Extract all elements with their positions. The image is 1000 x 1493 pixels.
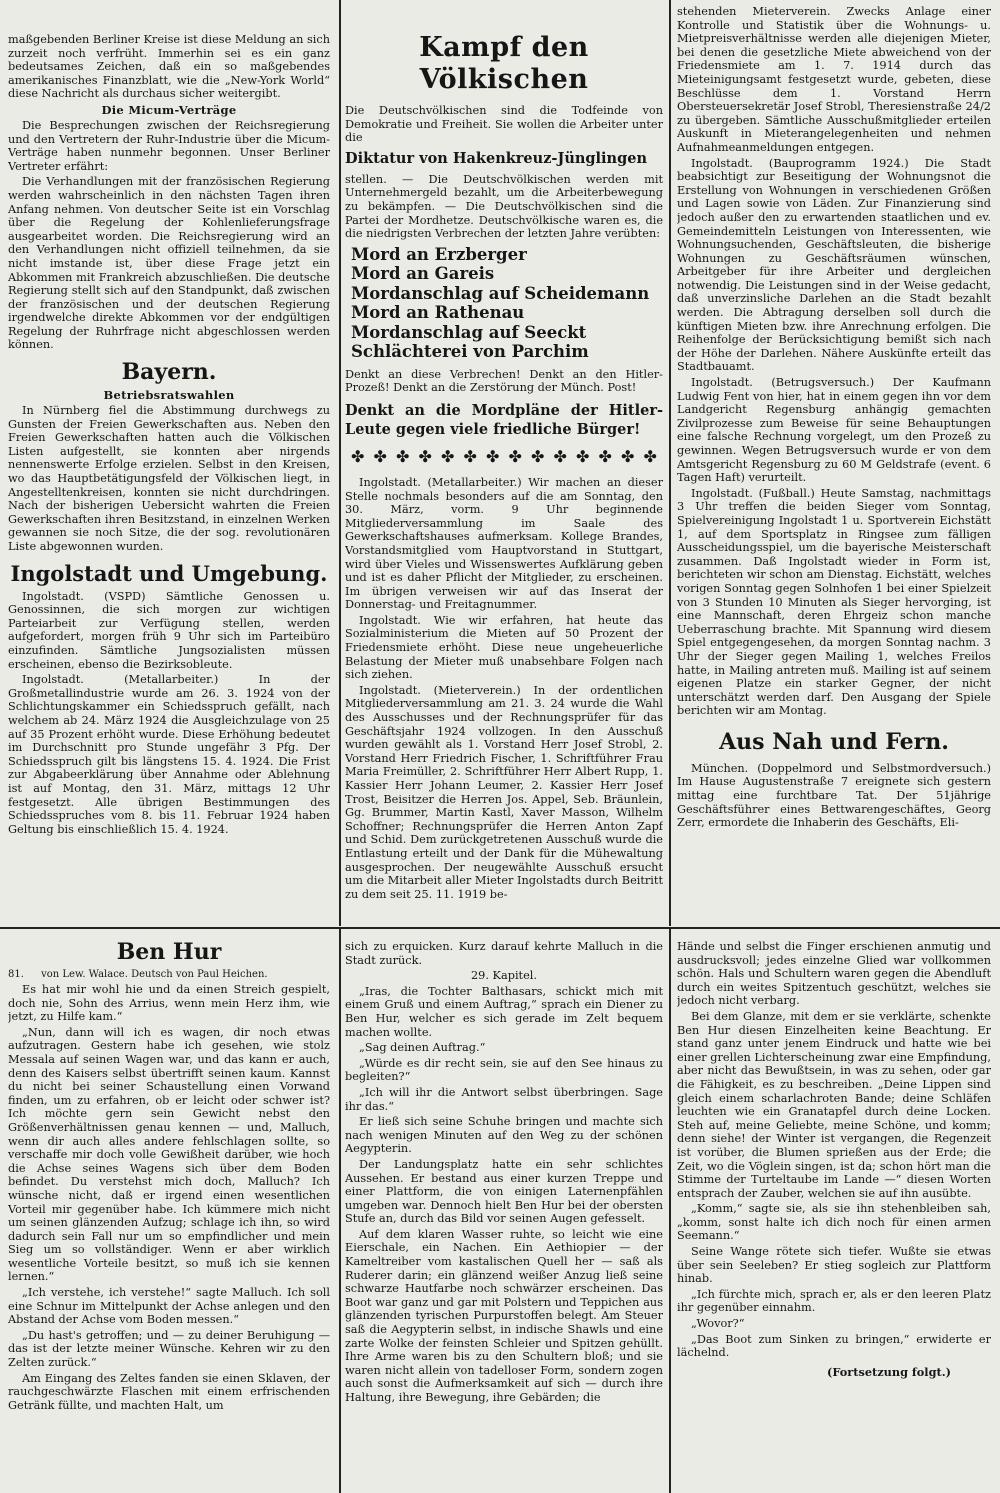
story-paragraph: „Iras, die Tochter Balthasars, schickt mich mit einem Gruß und einem Auftrag,“ sprach ein Diener zu Ben Hur, welcher es sich gerade im Zelt bequem machen wollte. xyxy=(345,984,663,1039)
story-paragraph: Er ließ sich seine Schuhe bringen und machte sich nach wenigen Minuten auf den Weg zu der schönen Aegypterin. xyxy=(345,1115,663,1156)
article-paragraph: stellen. — Die Deutschvölkischen werden mit Unternehmergeld bezahlt, um die Arbeiterbewegung zu bekämpfen. — Die Deutschvölkischen sind die Partei der Mordhetze. Deutschvölkische waren es, die die niedrigsten Verbrechen der letzten Jahre verübten: xyxy=(345,172,663,241)
story-paragraph: Seine Wange rötete sich tiefer. Wußte sie etwas über sein Seeleben? Er stieg sogleich zur Plattform hinab. xyxy=(677,1245,991,1286)
article-paragraph: Ingolstadt. Wie wir erfahren, hat heute das Sozialministerium die Mieten auf 50 Prozent der Friedensmiete erhöht. Diese neue ungeheuerliche Belastung der Mieter muß unabsehbare Folgen nach sich ziehen. xyxy=(345,613,663,682)
column-rule-1 xyxy=(339,0,341,926)
story-paragraph: „Wovor?“ xyxy=(691,1317,745,1331)
ornament-glyph: ✤ xyxy=(621,446,635,466)
feuilleton-rule xyxy=(0,927,1000,929)
ornament-glyph: ✤ xyxy=(418,446,432,466)
article-paragraph: maßgebenden Berliner Kreise ist diese Meldung an sich zurzeit noch verfrüht. Immerhin sei es ein ganz bedeutsames Zeichen, daß ein so maßgebendes amerikanisches Finanzblatt, wie die „New-York World“ diese Nachricht als durchaus sicher weitergibt. xyxy=(8,33,330,101)
section-heading-ingolstadt: Ingolstadt und Umgebung. xyxy=(10,560,328,586)
murder-item: Mordanschlag auf Seeckt xyxy=(351,322,587,342)
murder-item: Mord an Erzberger xyxy=(351,244,527,264)
story-paragraph: „Das Boot zum Sinken zu bringen,“ erwiderte er lächelnd. xyxy=(677,1332,991,1360)
story-paragraph: „Ich verstehe, ich verstehe!“ sagte Malluch. Ich soll eine Schnur im Mittelpunkt der Achse anlegen und den Abstand der Achse vom Boden messen.“ xyxy=(8,1286,330,1327)
column-rule-3 xyxy=(339,929,341,1493)
story-paragraph: Hände und selbst die Finger erschienen anmutig und ausdrucksvoll; jedes einzelne Glied war vollkommen schön. Hals und Schultern waren gegen die Abendluft durch ein weites Spitzentuch geschützt, welches sie jedoch nicht verbarg. xyxy=(677,940,991,1008)
headline-kampf: Kampf den Völkischen xyxy=(419,32,589,95)
murder-list xyxy=(351,245,663,362)
article-paragraph: Ingolstadt. (VSPD) Sämtliche Genossen u. Genossinnen, die sich morgen zur wichtigen Parteiarbeit zur Verfügung stellen, werden aufgefordert, morgen früh 9 Uhr sich im Parteibüro einzufinden. Sämtliche Jungsozialisten müssen erscheinen, ebenso die Bezirksobleute. xyxy=(8,589,330,671)
story-paragraph: „Ich will ihr die Antwort selbst überbringen. Sage ihr das.“ xyxy=(345,1085,663,1113)
article-paragraph: Ingolstadt. (Bauprogramm 1924.) Die Stadt beabsichtigt zur Beseitigung der Wohnungsnot die Erstellung von Wohnungen in verschiedenen Größen und Lagen sowie von Läden. Zur Finanzierung sind jedoch außer den zu erwartenden staatlichen und ev. Gemeindemitteln Leistungen von Interessenten, wie Wohnungsuchenden, Geschäftsleuten, die bisherige Wohnungen zu Geschäftsräumen wünschen, Arbeitgeber für ihre Arbeiter und dergleichen notwendig. Die Leistungen sind in der Weise gedacht, daß unverzinsliche Darlehen an die Stadt bezahlt werden. Die Abtragung derselben soll durch die künftigen Mieten bzw. ihre Anrechnung erfolgen. Die Reihenfolge der Berücksichtigung bemißt sich nach der Höhe der Darlehen. Nähere Auskünfte erteilt das Stadtbauamt. xyxy=(677,156,991,374)
column-right xyxy=(677,5,991,923)
serial-title: Ben Hur xyxy=(116,939,222,965)
serial-author: von Lew. Walace. Deutsch von Paul Heichen. xyxy=(41,969,268,980)
ornament-glyph: ✤ xyxy=(373,446,387,466)
ornament-glyph: ✤ xyxy=(553,446,567,466)
murder-item: Mord an Rathenau xyxy=(351,303,525,323)
article-paragraph: München. (Doppelmord und Selbstmordversuch.) Im Hause Augustenstraße 7 ereignete sich gestern mittag eine furchtbare Tat. Der 51jährige Geschäftsführer eines Bettwarengeschäftes, Georg Zerr, ermordete die Inhaberin des Geschäfts, Eli- xyxy=(677,761,991,830)
article-paragraph: Die Verhandlungen mit der französischen Regierung werden wahrscheinlich in den nächsten Tagen ihren Anfang nehmen. Von deutscher Seite ist ein Vorschlag über die Regelung der Kohlenlieferungsfrage ausgearbeitet worden. Die Reichsregierung wird an den Verhandlungen nicht offiziell teilnehmen, da sie nicht imstande ist, über diese Frage jetzt ein Abkommen mit Frankreich abzuschließen. Die deutsche Regierung stellt sich auf den Standpunkt, daß zwischen der französischen und der deutschen Regierung irgendwelche direkte Abkommen vor der endgültigen Regelung der Ruhrfrage nicht abgeschlossen werden können. xyxy=(8,175,330,352)
column-left xyxy=(8,33,330,923)
story-paragraph: „Sag deinen Auftrag.“ xyxy=(359,1041,486,1055)
benhur-column-2 xyxy=(345,940,663,1488)
ornament-glyph: ✤ xyxy=(598,446,612,466)
ornament-divider xyxy=(351,447,657,466)
serial-byline xyxy=(8,968,330,981)
column-rule-4 xyxy=(669,929,671,1493)
story-paragraph: „Du hast's getroffen; und — zu deiner Beruhigung — das ist der letzte meiner Wünsche. Kehren wir zu den Zelten zurück.“ xyxy=(8,1328,330,1370)
benhur-column-1 xyxy=(8,936,330,1488)
murder-item: Mordanschlag auf Scheidemann xyxy=(351,283,650,303)
story-paragraph: Der Landungsplatz hatte ein sehr schlichtes Aussehen. Er bestand aus einer kurzen Treppe und einer Plattform, die von einigen Laternenpfählen umgeben war. Dennoch hielt Ben Hur bei der obersten Stufe an, durch das Bild vor seinen Augen gefesselt. xyxy=(345,1157,663,1226)
column-rule-2 xyxy=(669,0,671,926)
chapter-heading: 29. Kapitel. xyxy=(470,969,537,983)
article-paragraph: Ingolstadt. (Betrugsversuch.) Der Kaufmann Ludwig Fent von hier, hat in einem gegen ihn vor dem Landgericht Regensburg anhängig gemachten Zivilprozesse zum Beweise für seine Behauptungen eine falsche Rechnung vorgelegt, um den Prozeß zu gewinnen. Wegen Betrugsversuch wurde er von dem Amtsgericht Regensburg zu 60 M Geldstrafe (event. 6 Tagen Haft) verurteilt. xyxy=(677,376,991,485)
article-paragraph: Die Besprechungen zwischen der Reichsregierung und den Vertretern der Ruhr-Industrie über die Micum-Verträge haben nunmehr begonnen. Unser Berliner Vertreter erfährt: xyxy=(8,118,330,173)
section-heading-aus-nah-und-fern: Aus Nah und Fern. xyxy=(719,728,949,755)
article-paragraph: Ingolstadt. (Fußball.) Heute Samstag, nachmittags 3 Uhr treffen die beiden Sieger vom Sonntag, Spielvereinigung Ingolstadt 1 u. Sportverein Eichstätt 1, auf dem Sportsplatz in Ringsee zum fälligen Ausscheidungsspiel, um die bayerische Meisterschaft zusammen. Daß Ingolstadt wieder in Form ist, berichteten wir schon am Dienstag. Eichstätt, welches vorigen Sonntag gegen Solnhofen 1 bei einer Spielzeit von 3 Stunden 10 Minuten als Sieger hervorging, ist eine Mannschaft, deren Ehrgeiz schon manche Ueberraschung brachte. Mit Spannung wird diesem Spiel entgegengesehen, da morgen Sonntag nachm. 3 Uhr der Sieger gegen Mailing 1, welches Freilos hatte, in Mailing antreten muß. Mailing ist auf seinem eigenen Platze ein starker Gegner, der nicht unterschätzt werden darf. Den Ausgang der Spiele berichten wir am Montag. xyxy=(677,486,991,718)
ornament-glyph: ✤ xyxy=(463,446,477,466)
story-paragraph: Bei dem Glanze, mit dem er sie verklärte, schenkte Ben Hur diesen Einzelheiten keine Beachtung. Er stand ganz unter jenem Eindruck und hatte wie bei einer grellen Lichterscheinung zwar eine Empfindung, aber nicht das Bewußtsein, in was zu sehen, oder gar die Fähigkeit, es zu beschreiben. „Deine Lippen sind gleich einem scharlachroten Bande; deine Schläfen leuchten wie ein Granatapfel durch deine Locken. Steh auf, meine Geliebte, meine Schöne, und komm; denn siehe! der Winter ist vergangen, die Regenzeit ist vorüber, die Blumen sprießen aus der Erde; die Zeit, wo die Vöglein singen, ist da; schon hört man die Stimme der Turteltaube im Lande —“ diesen Worten entsprach der Zauber, welchen sie auf ihn ausübte. xyxy=(677,1009,991,1200)
story-paragraph: Es hat mir wohl hie und da einen Streich gespielt, doch nie, Sohn des Arrius, wenn mein Herz ihm, wie jetzt, zu Hilfe kam.“ xyxy=(8,983,330,1024)
ornament-glyph: ✤ xyxy=(396,446,410,466)
benhur-column-3 xyxy=(677,940,991,1488)
story-paragraph: sich zu erquicken. Kurz darauf kehrte Malluch in die Stadt zurück. xyxy=(345,940,663,967)
story-paragraph: „Komm,“ sagte sie, als sie ihn stehenbleiben sah, „komm, sonst halte ich dich noch für einen armen Seemann.“ xyxy=(677,1202,991,1243)
article-paragraph: In Nürnberg fiel die Abstimmung durchwegs zu Gunsten der Freien Gewerkschaften aus. Neben den Freien Gewerkschaften hatten auch die Völkischen Listen aufgestellt, sie konnten aber nirgends nennenswerte Erfolge erzielen. Selbst in den Kreisen, wo das Hauptbetätigungsfeld der Völkischen liegt, in Angestelltenkreisen, konnten sie nicht durchdringen. Nach der bisherigen Uebersicht wahrten die Freien Gewerkschaften ihren Besitzstand, in einzelnen Werken gewannen sie noch Sitze, die der sog. revolutionären Liste abgewonnen wurden. xyxy=(8,404,330,553)
ornament-glyph: ✤ xyxy=(351,446,365,466)
story-paragraph: Auf dem klaren Wasser ruhte, so leicht wie eine Eierschale, ein Nachen. Ein Aethiopier — der Kameltreiber vom kastalischen Quell her — saß als Ruderer darin; ein glänzend weißer Anzug ließ seine schwarze Hautfarbe noch schwärzer erscheinen. Das Boot war ganz und gar mit Polstern und Teppichen aus glänzenden tyrischen Purpurstoffen belegt. Am Steuer saß die Aegypterin selbst, in indische Shawls und eine zarte Wolke der feinsten Schleier und Spitzen gehüllt. Ihre Arme waren bis zu den Schultern bloß; und sie waren nicht allein von tadelloser Form, sondern zogen auch sonst die Aufmerksamkeit auf sich — durch ihre Haltung, ihre Bewegung, ihre Gebärden; die xyxy=(345,1227,663,1404)
serial-number: 81. xyxy=(8,969,24,980)
ornament-glyph: ✤ xyxy=(486,446,500,466)
ornament-glyph: ✤ xyxy=(441,446,455,466)
section-heading-bayern: Bayern. xyxy=(121,359,217,386)
story-paragraph: „Würde es dir recht sein, sie auf den See hinaus zu begleiten?“ xyxy=(345,1056,663,1084)
section-heading-micum: Die Micum-Verträge xyxy=(101,102,237,117)
slogan-denkt: Denkt an die Mordpläne der Hitler-Leute gegen viele friedliche Bürger! xyxy=(345,401,663,438)
story-paragraph: Am Eingang des Zeltes fanden sie einen Sklaven, der rauchgeschwärzte Flaschen mit einem erfrischenden Getränk füllte, und machten Halt, um xyxy=(8,1371,330,1412)
story-paragraph: „Ich fürchte mich, sprach er, als er den leeren Platz ihr gegenüber einnahm. xyxy=(677,1287,991,1315)
article-paragraph: Die Deutschvölkischen sind die Todfeinde von Demokratie und Freiheit. Sie wollen die Arbeiter unter die xyxy=(345,104,663,145)
story-paragraph: „Nun, dann will ich es wagen, dir noch etwas aufzutragen. Gestern habe ich gesehen, wie stolz Messala auf seinen Wagen war, und das kann er auch, denn des Kaisers selbst übertrifft seinen kaum. Kannst du nicht bei seiner Schaustellung einen Vorwand finden, um zu erfahren, ob er leicht oder schwer ist? Ich möchte gern sein Gewicht nebst den Größenverhältnissen genau kennen — und, Malluch, wenn dir auch alles andere fehlschlagen sollte, so verschaffe mir doch volle Gewißheit darüber, wie hoch die Achse seines Wagens sich über dem Boden befindet. Du verstehst mich doch, Malluch? Ich wünsche nicht, daß er irgend einen wesentlichen Vorteil mir gegenüber habe. Ich kümmere mich nicht um seinen glänzenden Aufzug; schlage ich ihn, so wird dadurch sein Fall nur um so empfindlicher und mein Sieg um so vollständiger. Wenn er aber wirklich wesentliche Vorteile besitzt, so muß ich sie kennen lernen.“ xyxy=(8,1025,330,1284)
continuation-note: (Fortsetzung folgt.) xyxy=(827,1364,951,1379)
murder-item: Schlächterei von Parchim xyxy=(351,342,589,362)
ornament-glyph: ✤ xyxy=(643,446,657,466)
ornament-glyph: ✤ xyxy=(508,446,522,466)
article-paragraph: Ingolstadt. (Mieterverein.) In der ordentlichen Mitgliederversammlung am 21. 3. 24 wurde die Wahl des Ausschusses und der Rechnungsprüfer für das Geschäftsjahr 1924 vollzogen. In den Ausschuß wurden gewählt als 1. Vorstand Herr Josef Strobl, 2. Vorstand Herr Friedrich Fischer, 1. Schriftführer Frau Maria Freimüller, 2. Schriftführer Herr Albert Rupp, 1. Kassier Herr Johann Leumer, 2. Kassier Herr Josef Trost, Beisitzer die Herren Jos. Appel, Seb. Bräunlein, Gg. Brummer, Martin Kastl, Xaver Masson, Wilhelm Schoffner; Rechnungsprüfer die Herren Anton Zapf und Schid. Dem zurückgetretenen Ausschuß wurde die Entlastung erteilt und der Dank für die Mühewaltung ausgesprochen. Der neugewählte Ausschuß ersucht um die Mitarbeit aller Mieter Ingolstadts durch Beitritt zu dem seit 25. 11. 1919 be- xyxy=(345,683,663,901)
ornament-glyph: ✤ xyxy=(531,446,545,466)
ornament-glyph: ✤ xyxy=(576,446,590,466)
article-paragraph: stehenden Mieterverein. Zwecks Anlage einer Kontrolle und Statistik über die Wohnungs- u. Mietpreisverhältnisse werden alle diejenigen Mieter, bei denen die gesetzliche Miete abweichend von der Friedensmiete am 1. 7. 1914 durch das Mieteinigungsamt festgesetzt wurde, gebeten, diese Beschlüsse dem 1. Vorstand Herrn Obersteuersekretär Josef Strobl, Theresienstraße 24/2 zu übergeben. Sämtliche Ausschußmitglieder erteilen Auskunft in Mieterangelegenheiten und nehmen Aufnahmeanmeldungen entgegen. xyxy=(677,5,991,154)
section-subheading-betriebsratswahlen: Betriebsratswahlen xyxy=(103,388,235,403)
article-paragraph: Ingolstadt. (Metallarbeiter.) In der Großmetallindustrie wurde am 26. 3. 1924 von der Schlichtungskammer ein Schiedsspruch gefällt, nach welchem ab 24. März 1924 die Ausgleichzulage von 25 auf 35 Prozent erhöht wurde. Diese Erhöhung bedeutet im Durchschnitt pro Stunde ungefähr 3 Pfg. Der Schiedsspruch gilt bis längstens 15. 4. 1924. Die Frist zur Abgabeerklärung über Annahme oder Ablehnung ist auf Montag, den 31. März, mittags 12 Uhr festgesetzt. Alle übrigen Bestimmungen des Schiedsspruches vom 8. bis 11. Februar 1924 haben Geltung bis einschließlich 15. 4. 1924. xyxy=(8,673,330,836)
column-middle xyxy=(345,28,663,923)
article-paragraph: Denkt an diese Verbrechen! Denkt an den Hitler-Prozeß! Denkt an die Zerstörung der Münch. Post! xyxy=(345,367,663,395)
article-paragraph: Ingolstadt. (Metallarbeiter.) Wir machen an dieser Stelle nochmals besonders auf die am Sonntag, den 30. März, vorm. 9 Uhr beginnende Mitgliederversammlung im Saale des Gewerkschaftshauses aufmerksam. Kollege Brandes, Vorstandsmitglied vom Hauptvorstand in Stuttgart, wird über Vieles und Wissenswertes Aufklärung geben und ist es daher Pflicht der Mitglieder, zu erscheinen. Im übrigen verweisen wir auf das Inserat der Donnerstag- und Freitagnummer. xyxy=(345,475,663,612)
slogan-diktatur: Diktatur von Hakenkreuz-Jünglingen xyxy=(345,149,648,167)
murder-item: Mord an Gareis xyxy=(351,264,495,284)
